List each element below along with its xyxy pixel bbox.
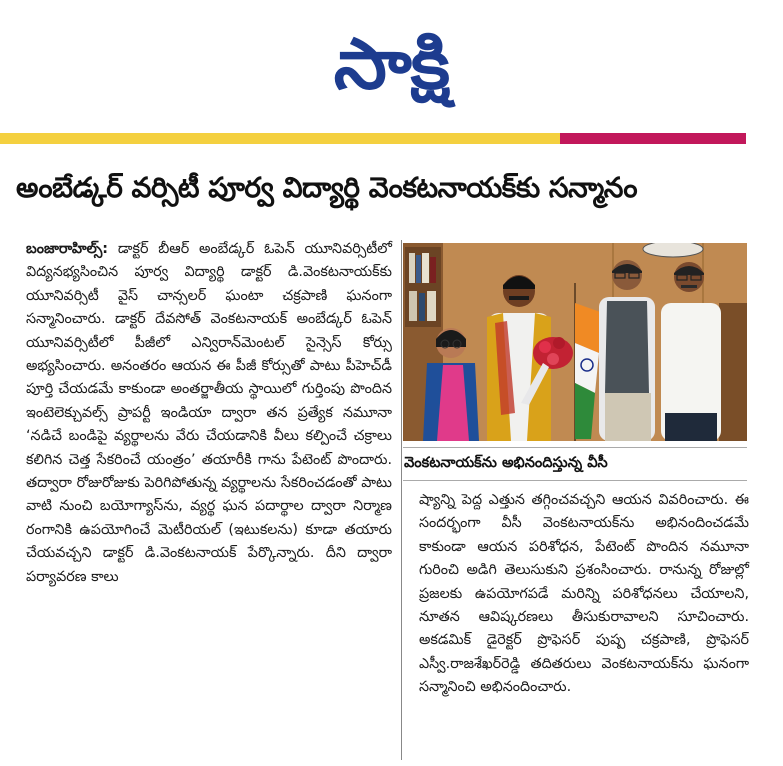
caption-bottom-rule	[403, 480, 747, 481]
dateline: బంజారాహిల్స్:	[26, 241, 109, 257]
article-photo	[403, 243, 747, 441]
body-left-text: డాక్టర్ బీఆర్ అంబేడ్కర్ ఓపెన్ యూనివర్సిటీలో విద్యనభ్యసించిన పూర్వ విద్యార్థి డాక్టర్ డి.వెంకటనాయక్‌కు యూనివర్సిటీ వైస్ చాన్సలర్ ఘంటా చక్రపాణి ఘనంగా సన్మానించారు. డాక్టర్ దేవసోత్ వెంకటనాయక్ అంబేడ్కర్ ఓపెన్ యూనివర్సిటీలో పీజీలో ఎన్విరాన్‌మెంటల్ సైన్సెస్ కోర్సు అభ్యసించారు. అనంతరం ఆయన ఈ పీజీ కోర్సుతో పాటు పీహెచ్‌డీ పూర్తి చేయడమే కాకుండా అంతర్జాతీయ స్థాయిలో గుర్తింపు పొందిన ఇంటెలెక్చువల్స్ ప్రాపర్టీ ఇండియా ద్వారా తన ప్రత్యేక నమూనా ‘నడిచే బండిపై వ్యర్థాలను వేరు చేయడానికి వీలు కల్పించే చక్రాలు కలిగిన చెత్త సేకరించే యంత్రం’ తయారీకి గాను పేటెంట్ పొందారు. తద్వారా రోజురోజుకు పెరిగిపోతున్న వ్యర్థాలను సేకరించడంతో పాటు వాటి నుంచి బయోగ్యాస్‌ను, వ్యర్థ ఘన పదార్థాల ద్వారా నిర్మాణ రంగానికి ఉపయోగించే మెటీరియల్ (ఇటుకలను) కూడా తయారు చేయవచ్చని డాక్టర్ డి.వెంకటనాయక్ పేర్కొన్నారు. దీని ద్వారా పర్యావరణ కాలు	[26, 241, 392, 585]
column-divider	[401, 240, 402, 760]
article-headline: అంబేడ్కర్ వర్సిటీ పూర్వ విద్యార్థి వెంకటనాయక్‌కు సన్మానం	[16, 171, 638, 204]
article-paragraph-left	[26, 238, 392, 589]
masthead-rule-yellow	[0, 133, 560, 144]
caption-top-rule	[403, 447, 747, 448]
body-right-text: ష్యాన్ని పెద్ద ఎత్తున తగ్గించవచ్చని ఆయన వివరించారు. ఈ సందర్భంగా వీసీ వెంకటనాయక్‌ను అభినందించడమే కాకుండా ఆయన పరిశోధన, పేటెంట్ పొందిన నమూనా గురించి అడిగి తెలుసుకుని ప్రశంసించారు. రానున్న రోజుల్లో ప్రజలకు ఉపయోగపడే మరిన్ని పరిశోధనలు చేయాలని, నూతన ఆవిష్కరణలు తీసుకురావాలని సూచించారు. అకడమిక్ డైరెక్టర్ ప్రొఫెసర్ పుష్ప చక్రపాణి, ప్రొఫెసర్ ఎస్వీ.రాజశేఖర్‌రెడ్డి తదితరులు వెంకటనాయక్‌ను ఘనంగా సన్మానించి అభినందించారు.	[419, 492, 749, 696]
sakshi-logo: సాక్షి	[333, 23, 450, 105]
article-body-right-column	[419, 489, 749, 700]
masthead	[0, 8, 783, 120]
article-body-left-column	[26, 238, 392, 589]
masthead-rule-magenta	[560, 133, 746, 144]
photo-illustration	[403, 243, 747, 441]
photo-caption: వెంకటనాయక్‌ను అభినందిస్తున్న వీసీ	[404, 455, 608, 471]
